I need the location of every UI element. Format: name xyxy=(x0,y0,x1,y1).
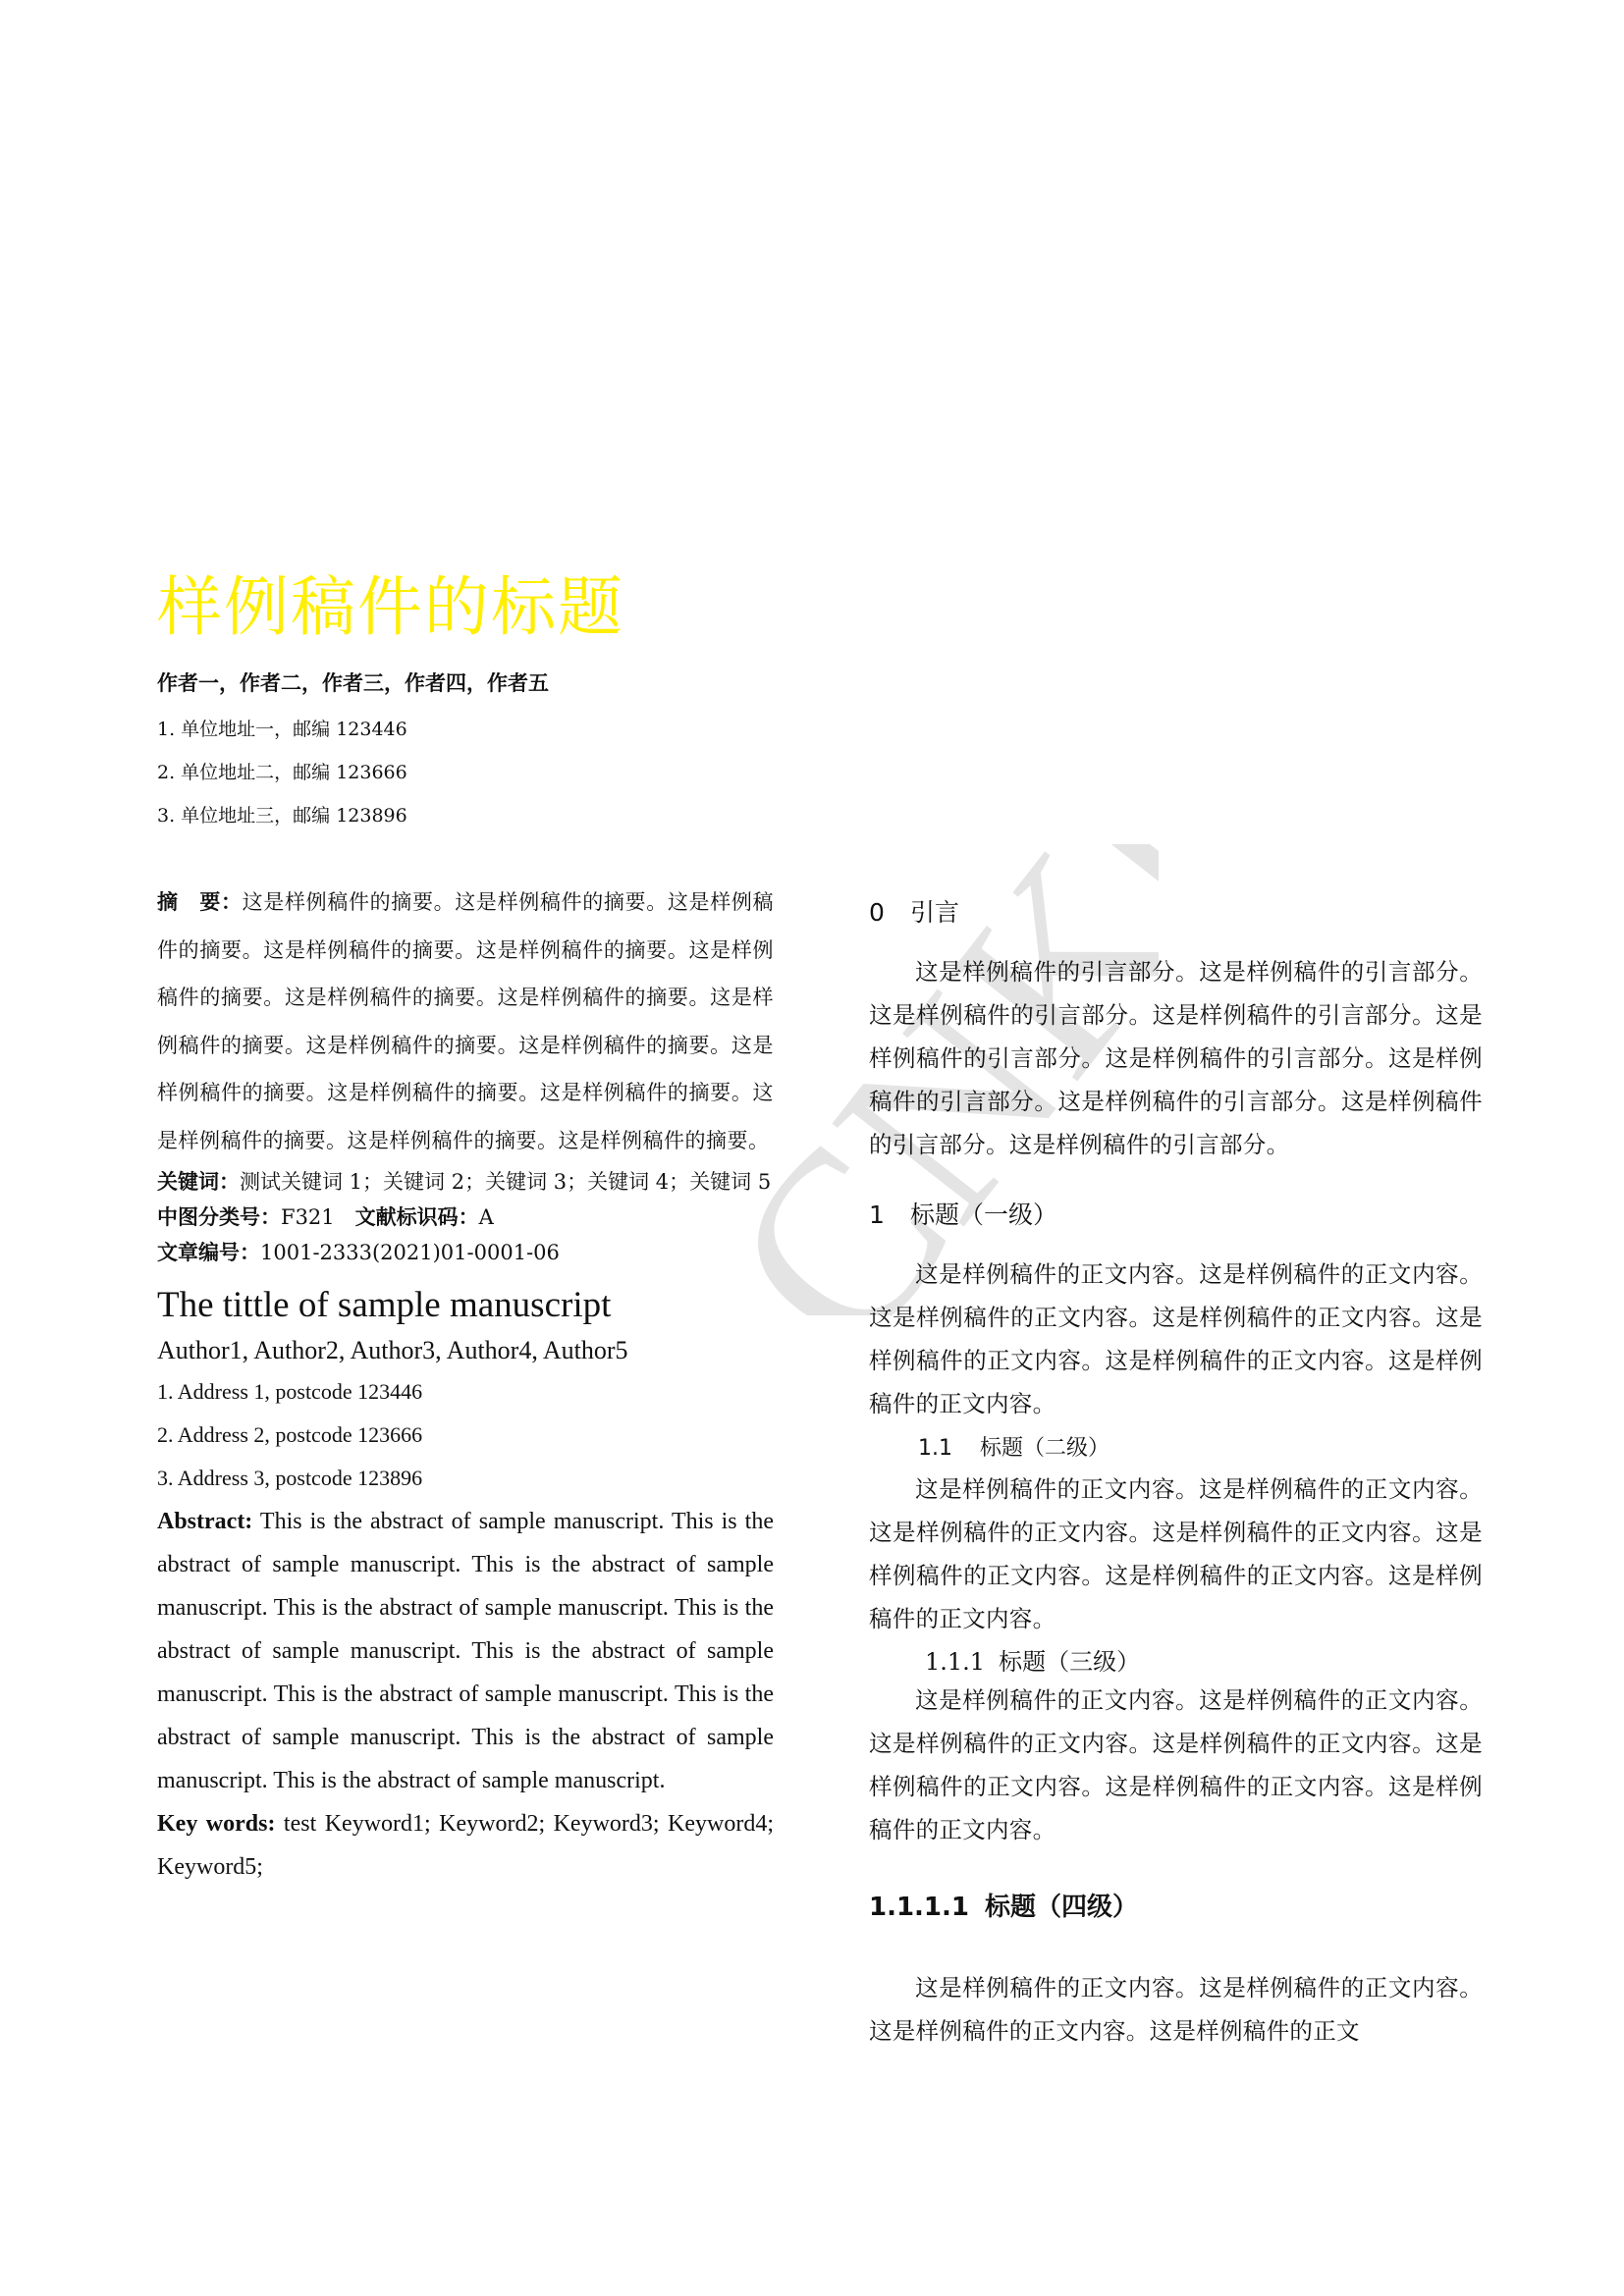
clc-label: 中图分类号： xyxy=(157,1205,281,1229)
affiliation-cn-3: 3. 单位地址三，邮编 123896 xyxy=(157,805,407,827)
section-0-paragraph: 这是样例稿件的引言部分。这是样例稿件的引言部分。这是样例稿件的引言部分。这是样例稿件的引言部分。这是样例稿件的引言部分。这是样例稿件的引言部分。这是样例稿件的引言部分。这是样例稿件的引言部分。这是样例稿件的引言部分。这是样例稿件的引言部分。 xyxy=(869,958,1483,1158)
left-column xyxy=(157,879,774,1889)
section-0-title: 引言 xyxy=(910,898,960,927)
section-heading-1 xyxy=(869,1196,1483,1231)
affiliation-cn-2: 2. 单位地址二，邮编 123666 xyxy=(157,762,407,783)
subsection-1-1-1-number: 1.1.1 xyxy=(925,1648,986,1676)
subsection-1-1-1-1-paragraph: 这是样例稿件的正文内容。这是样例稿件的正文内容。这是样例稿件的正文内容。这是样例稿件的正文 xyxy=(869,1974,1483,2045)
abstract-cn xyxy=(157,879,774,1164)
classification-line xyxy=(157,1200,774,1235)
abstract-en-label: Abstract: xyxy=(157,1509,253,1534)
section-0-number: 0 xyxy=(869,898,885,927)
subsection-1-1-paragraph: 这是样例稿件的正文内容。这是样例稿件的正文内容。这是样例稿件的正文内容。这是样例稿件的正文内容。这是样例稿件的正文内容。这是样例稿件的正文内容。这是样例稿件的正文内容。 xyxy=(869,1475,1483,1632)
keywords-en-text: test Keyword1; Keyword2; Keyword3; Keyword4; Keyword5; xyxy=(157,1811,775,1880)
subsection-heading-1-1-1 xyxy=(869,1642,1483,1677)
abstract-en-text: This is the abstract of sample manuscript. This is the abstract of sample manuscript. This is the abstract of sample manuscript. This is the abstract of sample manuscript. This is the abstract of sample manuscript. This is the abstract of sample manuscript. This is the abstract of sample manuscript. This is the abstract of sample manuscript. This is the abstract of sample manuscript. This is the abstract of sample manuscript. xyxy=(157,1509,774,1793)
paper-title-en: The tittle of sample manuscript xyxy=(157,1285,612,1325)
keywords-cn xyxy=(157,1164,774,1200)
right-column xyxy=(869,893,1483,2053)
author-list-cn: 作者一，作者二，作者三，作者四，作者五 xyxy=(157,671,549,695)
subsection-1-1-1-1-title: 标题（四级） xyxy=(985,1893,1139,1922)
abstract-en xyxy=(157,1500,774,1802)
section-1-paragraph: 这是样例稿件的正文内容。这是样例稿件的正文内容。这是样例稿件的正文内容。这是样例稿件的正文内容。这是样例稿件的正文内容。这是样例稿件的正文内容。这是样例稿件的正文内容。 xyxy=(869,1260,1483,1417)
watermark-text: CNKI xyxy=(676,844,1159,1315)
affiliation-en-3: 3. Address 3, postcode 123896 xyxy=(157,1466,423,1490)
doc-code-value: A xyxy=(478,1205,494,1229)
author-list-en: Author1, Author2, Author3, Author4, Author5 xyxy=(157,1336,628,1364)
subsection-heading-1-1 xyxy=(869,1431,1483,1462)
subsection-1-1-1-title: 标题（三级） xyxy=(999,1648,1141,1676)
abstract-cn-text: 这是样例稿件的摘要。这是样例稿件的摘要。这是样例稿件的摘要。这是样例稿件的摘要。这是样例稿件的摘要。这是样例稿件的摘要。这是样例稿件的摘要。这是样例稿件的摘要。这是样例稿件的摘要。这是样例稿件的摘要。这是样例稿件的摘要。这是样例稿件的摘要。这是样例稿件的摘要。这是样例稿件的摘要。这是样例稿件的摘要。这是样例稿件的摘要。这是样例稿件的摘要。 xyxy=(157,890,775,1152)
section-1-title: 标题（一级） xyxy=(910,1201,1058,1229)
clc-value: F321 xyxy=(281,1205,335,1229)
section-1-number: 1 xyxy=(869,1201,885,1229)
paper-title-cn: 样例稿件的标题 xyxy=(157,569,624,645)
keywords-en xyxy=(157,1802,774,1889)
doc-code-label: 文献标识码： xyxy=(354,1205,479,1229)
subsection-1-1-1-1-number: 1.1.1.1 xyxy=(869,1893,969,1922)
keywords-cn-text: 测试关键词 1；关键词 2；关键词 3；关键词 4；关键词 5 xyxy=(240,1170,772,1194)
subsection-1-1-title: 标题（二级） xyxy=(980,1436,1110,1461)
affiliation-en-2: 2. Address 2, postcode 123666 xyxy=(157,1422,423,1447)
article-no-label: 文章编号： xyxy=(157,1241,260,1264)
article-no-value: 1001-2333(2021)01-0001-06 xyxy=(260,1241,560,1264)
abstract-cn-label: 摘 要： xyxy=(157,890,243,914)
article-number xyxy=(157,1235,774,1270)
keywords-cn-label: 关键词： xyxy=(157,1170,240,1194)
affiliation-en-1: 1. Address 1, postcode 123446 xyxy=(157,1379,423,1404)
section-heading-0 xyxy=(869,893,1483,929)
subsection-heading-1-1-1-1 xyxy=(869,1887,1483,1923)
subsection-1-1-1-paragraph: 这是样例稿件的正文内容。这是样例稿件的正文内容。这是样例稿件的正文内容。这是样例稿件的正文内容。这是样例稿件的正文内容。这是样例稿件的正文内容。这是样例稿件的正文内容。 xyxy=(869,1686,1483,1843)
keywords-en-label: Key words: xyxy=(157,1811,276,1837)
affiliation-cn-1: 1. 单位地址一，邮编 123446 xyxy=(157,719,407,740)
subsection-1-1-number: 1.1 xyxy=(918,1436,952,1461)
